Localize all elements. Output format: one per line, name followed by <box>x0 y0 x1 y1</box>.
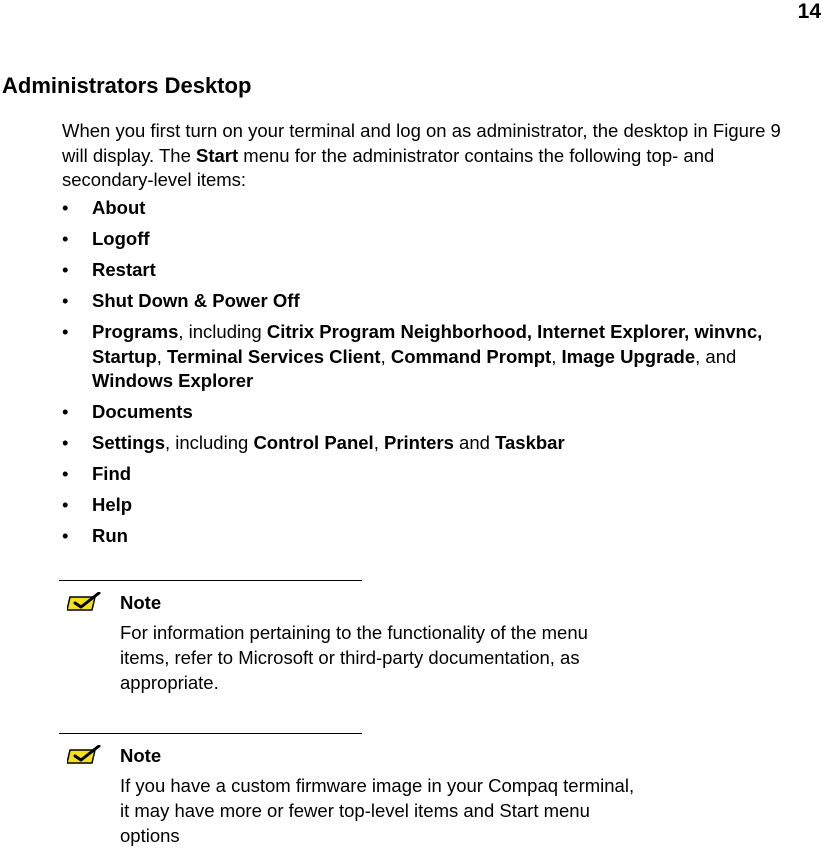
bullet-icon: • <box>62 432 69 453</box>
note-text: For information pertaining to the functionality of the menu items, refer to Microsoft or third-party documentation, as appropriate. <box>120 622 588 693</box>
bullet-icon: • <box>62 463 69 484</box>
bullet-icon: • <box>62 525 69 546</box>
menu-item-text: , <box>156 345 168 367</box>
menu-list-item <box>62 462 807 487</box>
intro-text: menu for the administrator contains the following top- and secondary-level items: <box>62 144 715 190</box>
menu-item-name: Citrix Program Neighborhood, Internet Explorer, winvnc, Startup <box>92 321 763 367</box>
menu-item-name: Printers <box>383 432 454 453</box>
bullet-icon: • <box>62 197 69 218</box>
menu-list-item <box>62 227 807 252</box>
note-label: Note <box>120 745 162 766</box>
intro-emphasis: Start <box>196 144 239 166</box>
bullet-icon: • <box>62 494 69 515</box>
menu-list-item <box>62 400 807 425</box>
menu-item-name: Image Upgrade <box>561 345 696 367</box>
menu-list-item <box>62 289 807 314</box>
menu-item-text: and <box>453 432 496 453</box>
menu-item-name: Help <box>92 494 133 515</box>
menu-list-item <box>62 493 807 518</box>
menu-list-item <box>62 431 807 456</box>
bullet-icon: • <box>62 228 69 249</box>
page-number: 14 <box>797 0 821 23</box>
checkbox-check-icon <box>67 745 101 765</box>
menu-item-name: Documents <box>92 401 193 422</box>
menu-item-name: Find <box>92 463 132 484</box>
intro-text: When you first turn on your terminal and log on as administrator, the desktop in Figure 9 will display. The <box>62 120 781 166</box>
start-menu-item-list <box>62 196 807 555</box>
note-text: If you have a custom firmware image in your Compaq terminal, it may have more or fewer top-level items and Start menu options <box>120 775 635 846</box>
menu-item-name: Taskbar <box>495 432 565 453</box>
bullet-icon: • <box>62 290 69 311</box>
menu-item-text: , including <box>178 321 267 342</box>
menu-item-text: , <box>380 345 391 367</box>
menu-item-text: , and <box>695 345 737 367</box>
bullet-icon: • <box>62 401 69 422</box>
bullet-icon: • <box>62 321 69 342</box>
menu-item-name: Control Panel <box>253 432 374 453</box>
menu-item-name: Settings <box>92 432 165 453</box>
menu-item-name: Programs <box>92 321 179 342</box>
menu-list-item <box>62 258 807 283</box>
checkbox-check-icon <box>67 592 101 612</box>
note-label: Note <box>120 592 162 613</box>
menu-item-name: Logoff <box>92 228 150 249</box>
menu-item-text: , <box>373 432 384 453</box>
bullet-icon: • <box>62 259 69 280</box>
note-divider <box>59 733 362 734</box>
menu-item-name: About <box>92 197 146 218</box>
intro-paragraph <box>62 119 807 193</box>
menu-list-item <box>62 524 807 549</box>
menu-item-name: Windows Explorer <box>92 370 254 391</box>
menu-item-name: Run <box>92 525 128 546</box>
menu-item-name: Restart <box>92 259 156 280</box>
note-divider <box>59 580 362 581</box>
menu-item-name: Terminal Services Client <box>167 345 381 367</box>
menu-item-text: , including <box>164 432 254 453</box>
menu-list-item <box>62 196 807 221</box>
menu-item-name: Command Prompt <box>390 345 552 367</box>
section-title: Administrators Desktop <box>2 73 252 98</box>
menu-list-item <box>62 320 807 394</box>
menu-item-name: Shut Down & Power Off <box>92 290 300 311</box>
menu-item-text: , <box>551 345 562 367</box>
